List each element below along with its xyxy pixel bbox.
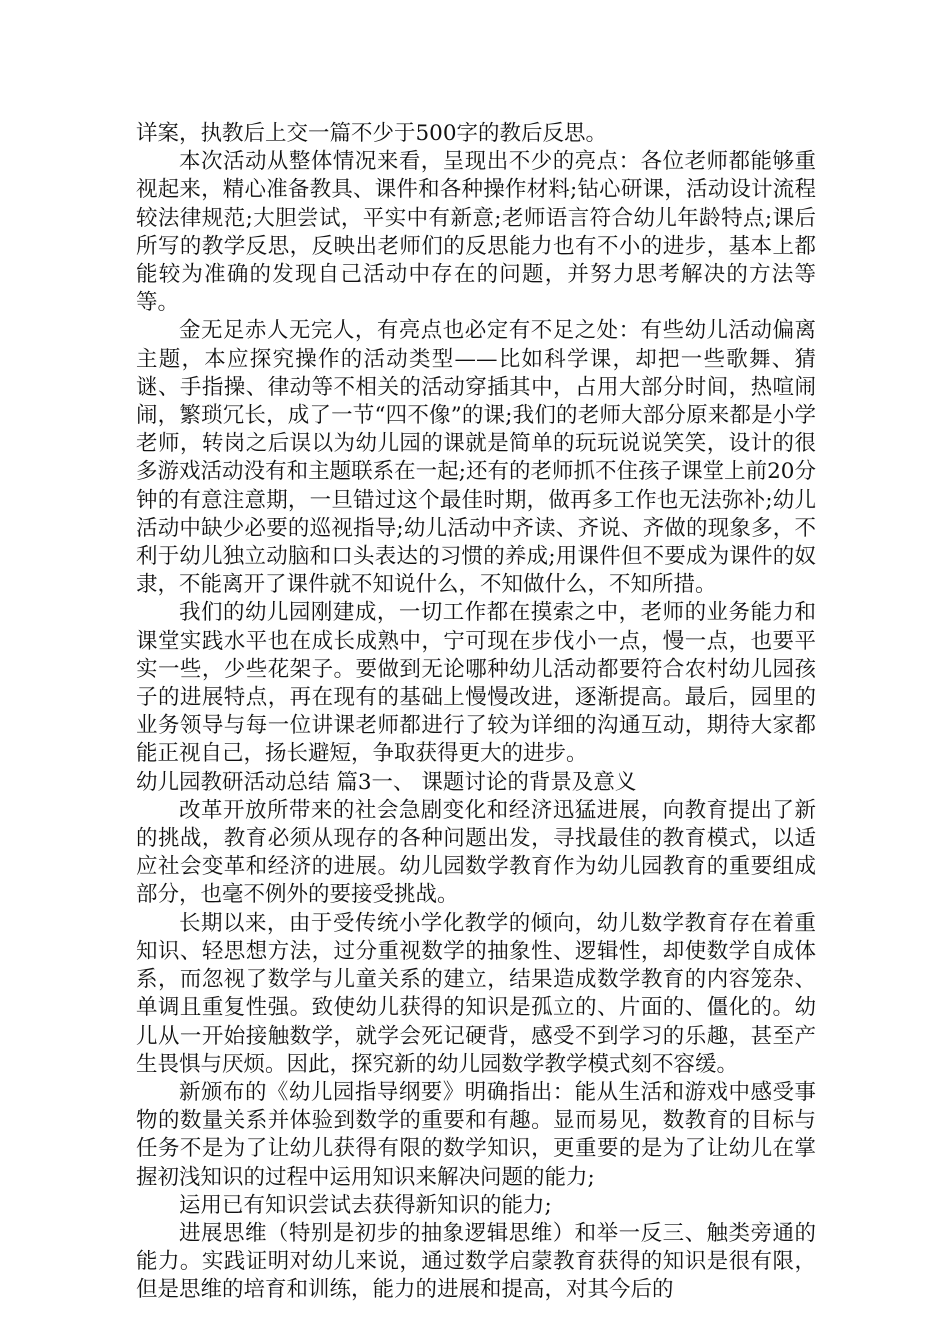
paragraph: 改革开放所带来的社会急剧变化和经济迅猛进展，向教育提出了新的挑战，教育必须从现存的各种问题出发，寻找最佳的教育模式，以适应社会变革和经济的进展。幼儿园数学教育作为幼儿园教育的重要组成部分，也毫不例外的要接受挑战。 <box>136 797 816 908</box>
paragraph: 本次活动从整体情况来看，呈现出不少的亮点：各位老师都能够重视起来，精心准备教具、课件和各种操作材料;钻心研课，活动设计流程较法律规范;大胆尝试，平实中有新意;老师语言符合幼儿年龄特点;课后所写的教学反思，反映出老师们的反思能力也有不小的进步，基本上都能较为准确的发现自己活动中存在的问题，并努力思考解决的方法等等。 <box>136 149 816 316</box>
paragraph: 我们的幼儿园刚建成，一切工作都在摸索之中，老师的业务能力和课堂实践水平也在成长成熟中，宁可现在步伐小一点，慢一点，也要平实一些，少些花架子。要做到无论哪种幼儿活动都要符合农村幼儿园孩子的进展特点，再在现有的基础上慢慢改进，逐渐提高。最后，园里的业务领导与每一位讲课老师都进行了较为详细的沟通互动，期待大家都能正视自己，扬长避短，争取获得更大的进步。 <box>136 600 816 767</box>
paragraph: 新颁布的《幼儿园指导纲要》明确指出：能从生活和游戏中感受事物的数量关系并体验到数学的重要和有趣。显而易见，数教育的目标与任务不是为了让幼儿获得有限的数学知识，更重要的是为了让幼儿在掌握初浅知识的过程中运用知识来解决问题的能力; <box>136 1079 816 1190</box>
paragraph: 进展思维（特别是初步的抽象逻辑思维）和举一反三、触类旁通的能力。实践证明对幼儿来说，通过数学启蒙教育获得的知识是很有限，但是思维的培育和训练，能力的进展和提高，对其今后的 <box>136 1220 816 1303</box>
section-heading: 幼儿园教研活动总结 篇3一、 课题讨论的背景及意义 <box>136 769 637 795</box>
document-page <box>136 120 816 1305</box>
paragraph: 金无足赤人无完人，有亮点也必定有不足之处：有些幼儿活动偏离主题，本应探究操作的活动类型——比如科学课，却把一些歌舞、猜谜、手指操、律动等不相关的活动穿插其中，占用大部分时间，热喧闹闹，繁琐冗长，成了一节“四不像”的课;我们的老师大部分原来都是小学老师，转岗之后误以为幼儿园的课就是简单的玩玩说说笑笑，设计的很多游戏活动没有和主题联系在一起;还有的老师抓不住孩子课堂上前20分钟的有意注意期，一旦错过这个最佳时期，做再多工作也无法弥补;幼儿活动中缺少必要的巡视指导;幼儿活动中齐读、齐说、齐做的现象多，不利于幼儿独立动脑和口头表达的习惯的养成;用课件但不要成为课件的奴隶，不能离开了课件就不知说什么，不知做什么，不知所措。 <box>136 318 816 598</box>
paragraph: 长期以来，由于受传统小学化教学的倾向，幼儿数学教育存在着重知识、轻思想方法，过分重视数学的抽象性、逻辑性，却使数学自成体系，而忽视了数学与儿童关系的建立，结果造成数学教育的内容笼杂、单调且重复性强。致使幼儿获得的知识是孤立的、片面的、僵化的。幼儿从一开始接触数学，就学会死记硬背，感受不到学习的乐趣，甚至产生畏惧与厌烦。因此，探究新的幼儿园数学教学模式刻不容缓。 <box>136 910 816 1077</box>
paragraph: 详案，执教后上交一篇不少于500字的教后反思。 <box>136 121 608 146</box>
paragraph: 运用已有知识尝试去获得新知识的能力; <box>179 1192 552 1218</box>
